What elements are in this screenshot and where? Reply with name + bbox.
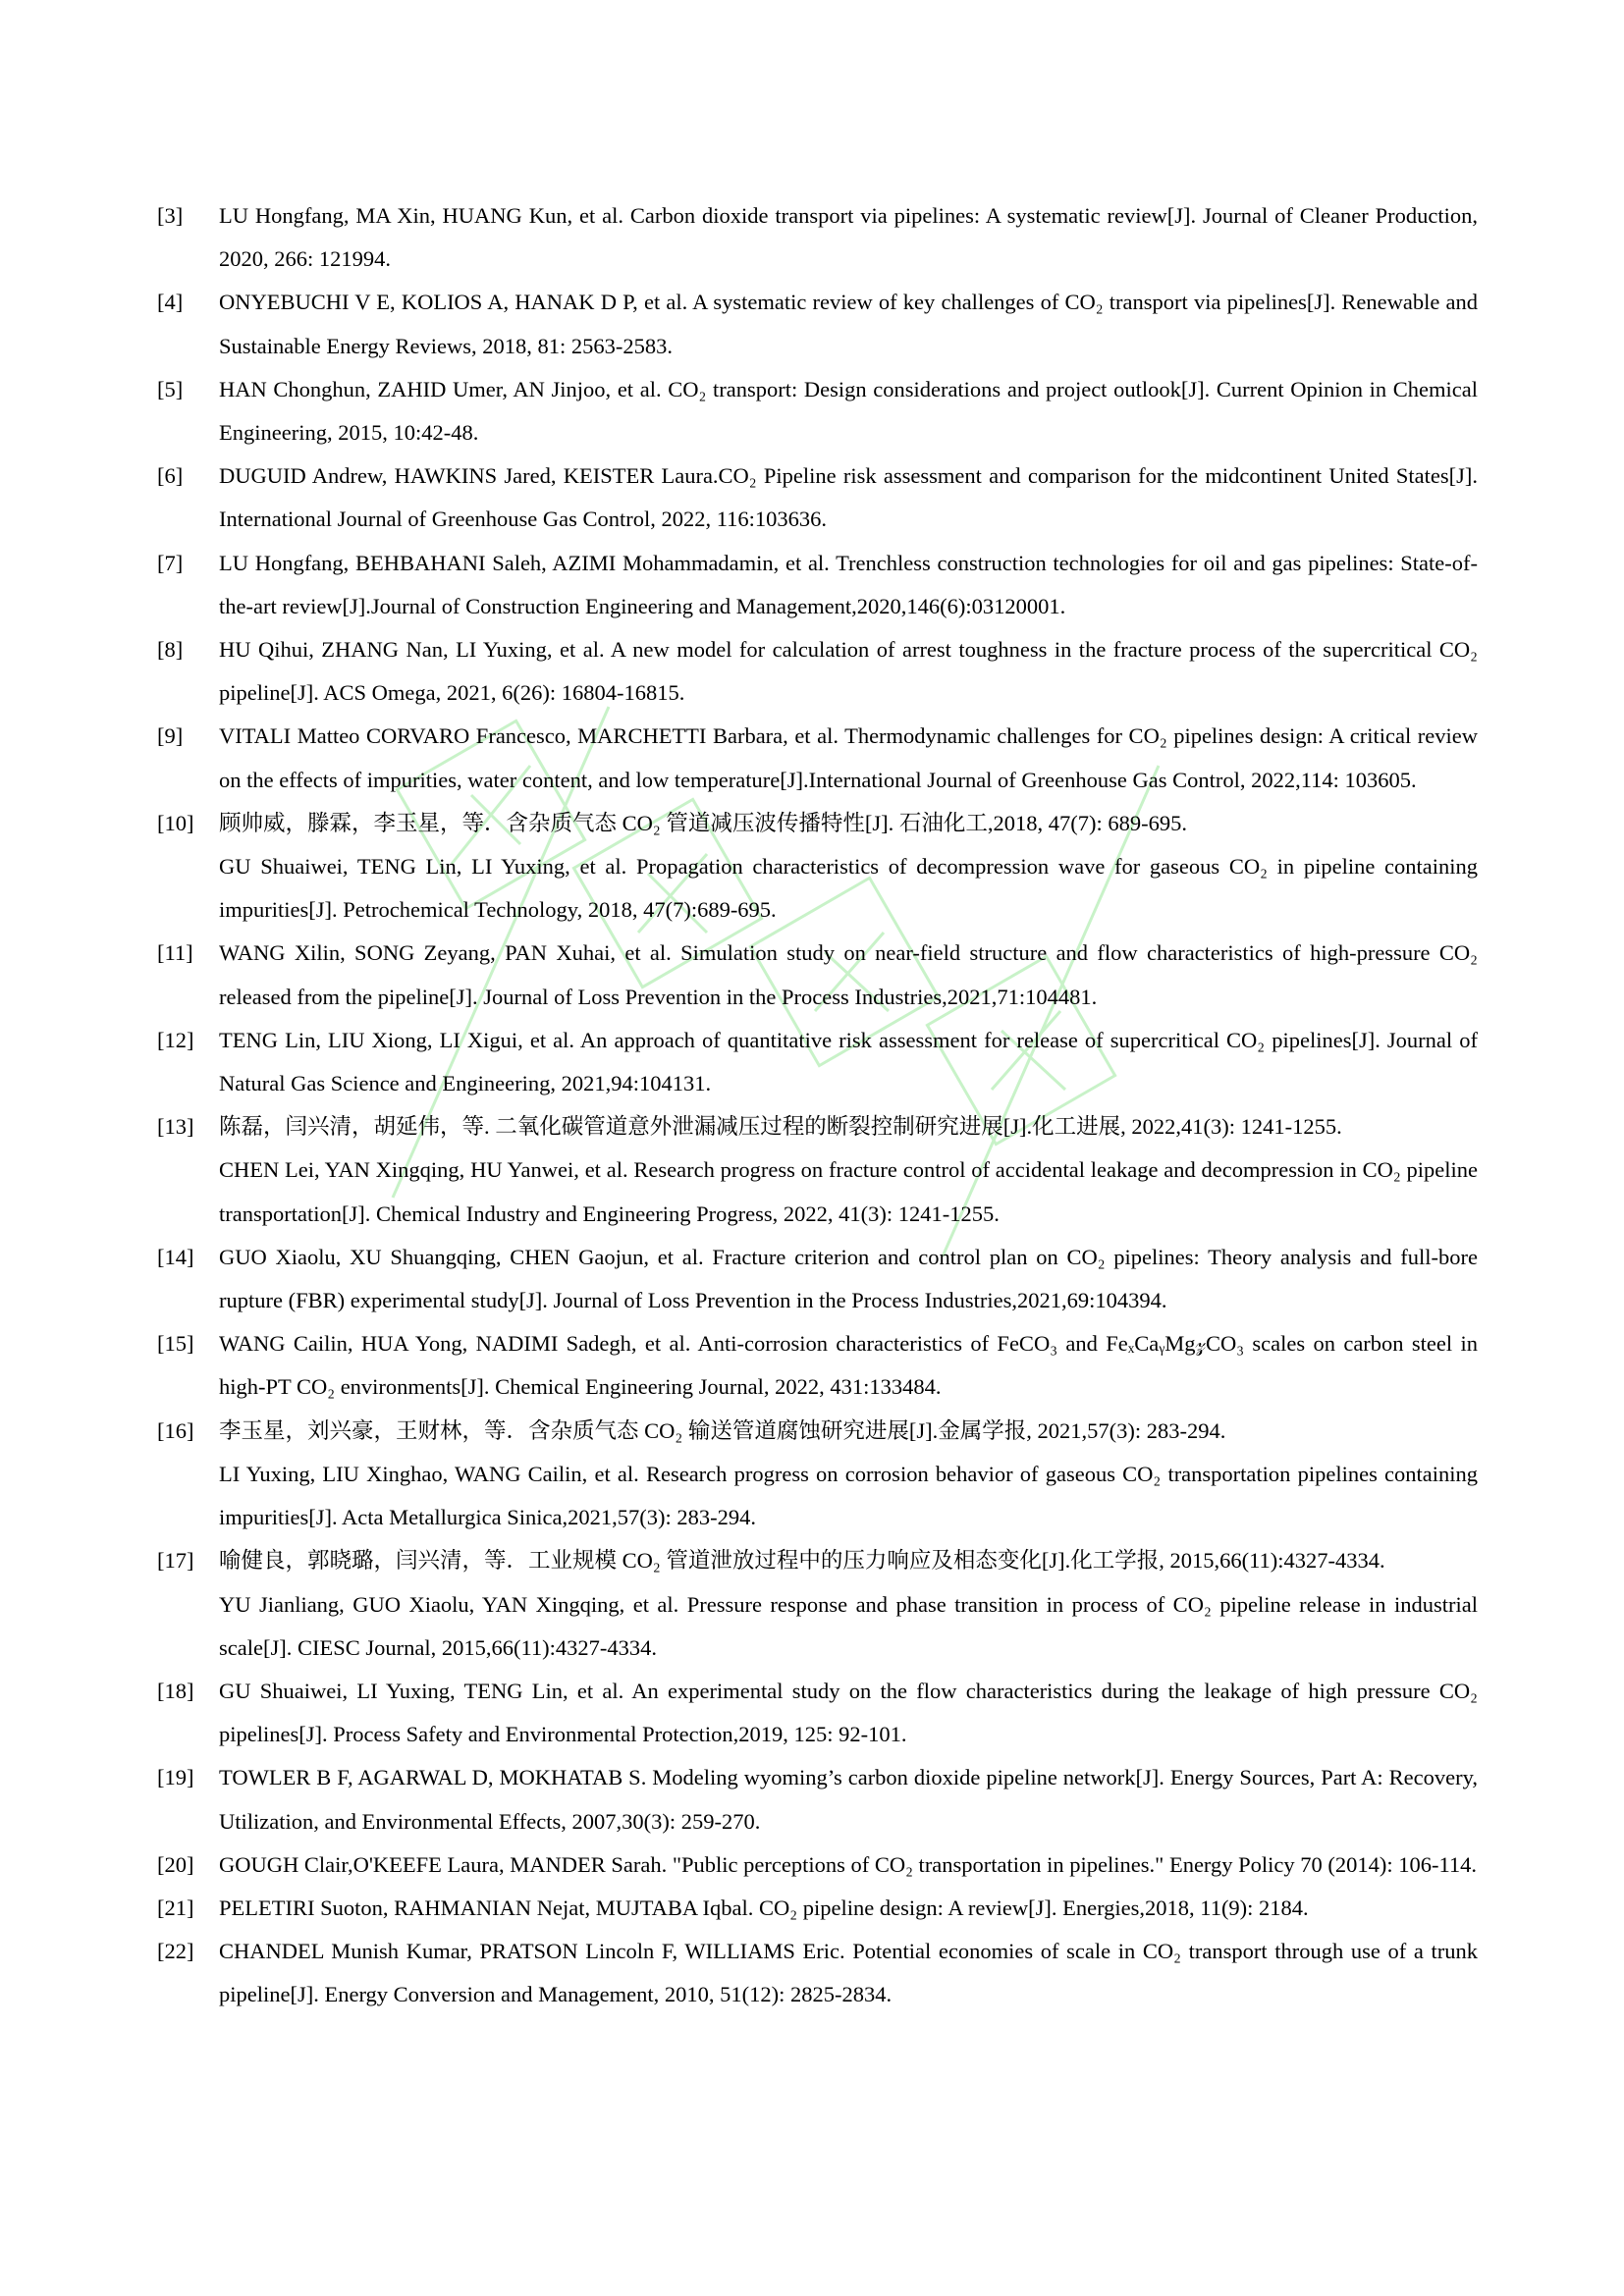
reference-text: LU Hongfang, BEHBAHANI Saleh, AZIMI Mohammadamin, et al. Trenchless construction technologies for oil and gas pipelines: State-of-the-art review[J].Journal of Construction Engineering and Management,2020,146(6):03120001. — [219, 550, 1478, 618]
reference-text: GU Shuaiwei, TENG Lin, LI Yuxing, et al. Propagation characteristics of decompression wave for gaseous CO₂ in pipeline containing impurities[J]. Petrochemical Technology, 2018, 47(7):689-695. — [219, 854, 1478, 923]
reference-number: [6] — [157, 463, 184, 489]
reference-text: 喻健良，郭晓璐，闫兴清，等．工业规模 CO₂ 管道泄放过程中的压力响应及相态变化[J].化工学报, 2015,66(11):4327-4334. — [219, 1548, 1385, 1574]
reference-text: GUO Xiaolu, XU Shuangqing, CHEN Gaojun, et al. Fracture criterion and control plan on CO₂ pipelines: Theory analysis and full-bore rupture (FBR) experimental study[J]. Journal of Loss Prevention in the Process Industries,2021,69:104394. — [219, 1244, 1478, 1313]
reference-number: [3] — [157, 203, 184, 228]
reference-text: CHANDEL Munish Kumar, PRATSON Lincoln F, WILLIAMS Eric. Potential economies of scale in CO₂ transport through use of a trunk pipeline[J]. Energy Conversion and Management, 2010, 51(12): 2825-2834. — [219, 1939, 1478, 2007]
reference-item — [157, 542, 1478, 628]
reference-text: WANG Xilin, SONG Zeyang, PAN Xuhai, et al. Simulation study on near-field structure and flow characteristics of high-pressure CO₂ released from the pipeline[J]. Journal of Loss Prevention in the Process Industries,2021,71:104481. — [219, 940, 1478, 1009]
reference-number: [5] — [157, 376, 184, 401]
reference-number: [20] — [157, 1851, 194, 1877]
reference-text: HU Qihui, ZHANG Nan, LI Yuxing, et al. A new model for calculation of arrest toughness in the fracture process of the supercritical CO₂ pipeline[J]. ACS Omega, 2021, 6(26): 16804-16815. — [219, 637, 1478, 706]
reference-item — [157, 1410, 1478, 1540]
reference-item — [157, 281, 1478, 367]
reference-number: [21] — [157, 1895, 194, 1920]
reference-text: LU Hongfang, MA Xin, HUANG Kun, et al. Carbon dioxide transport via pipelines: A systematic review[J]. Journal of Cleaner Production, 2020, 266: 121994. — [219, 203, 1478, 272]
reference-number: [13] — [157, 1114, 194, 1140]
reference-list — [157, 194, 1478, 2017]
reference-number: [16] — [157, 1417, 194, 1443]
reference-number: [10] — [157, 810, 194, 835]
reference-text: YU Jianliang, GUO Xiaolu, YAN Xingqing, et al. Pressure response and phase transition in process of CO₂ pipeline release in industrial scale[J]. CIESC Journal, 2015,66(11):4327-4334. — [219, 1591, 1478, 1660]
reference-item — [157, 932, 1478, 1018]
reference-number: [11] — [157, 940, 193, 966]
reference-text: ONYEBUCHI V E, KOLIOS A, HANAK D P, et al. A systematic review of key challenges of CO₂ transport via pipelines[J]. Renewable and Sustainable Energy Reviews, 2018, 81: 2563-2583. — [219, 290, 1478, 358]
reference-item — [157, 1539, 1478, 1670]
reference-item — [157, 628, 1478, 715]
reference-text: GU Shuaiwei, LI Yuxing, TENG Lin, et al. An experimental study on the flow characteristics during the leakage of high pressure CO₂ pipelines[J]. Process Safety and Environmental Protection,2019, 125: 92-101. — [219, 1678, 1478, 1747]
reference-number: [7] — [157, 550, 184, 575]
reference-number: [4] — [157, 290, 184, 315]
reference-text: WANG Cailin, HUA Yong, NADIMI Sadegh, et al. Anti-corrosion characteristics of FeCO₃ and FeₓCaᵧMg𝓏CO₃ scales on carbon steel in high-PT CO₂ environments[J]. Chemical Engineering Journal, 2022, 431:133484. — [219, 1331, 1478, 1400]
reference-number: [8] — [157, 637, 184, 663]
reference-item — [157, 1756, 1478, 1842]
reference-number: [18] — [157, 1678, 194, 1703]
reference-item — [157, 802, 1478, 933]
reference-item — [157, 368, 1478, 454]
reference-item — [157, 1322, 1478, 1409]
reference-text: HAN Chonghun, ZAHID Umer, AN Jinjoo, et al. CO₂ transport: Design considerations and project outlook[J]. Current Opinion in Chemical Engineering, 2015, 10:42-48. — [219, 376, 1478, 446]
reference-item — [157, 1105, 1478, 1236]
reference-text: LI Yuxing, LIU Xinghao, WANG Cailin, et al. Research progress on corrosion behavior of gaseous CO₂ transportation pipelines containing impurities[J]. Acta Metallurgica Sinica,2021,57(3): 283-294. — [219, 1461, 1478, 1530]
reference-text: TENG Lin, LIU Xiong, LI Xigui, et al. An approach of quantitative risk assessment for release of supercritical CO₂ pipelines[J]. Journal of Natural Gas Science and Engineering, 2021,94:104131. — [219, 1027, 1478, 1096]
reference-item — [157, 1930, 1478, 2016]
reference-number: [22] — [157, 1939, 194, 1964]
reference-text: GOUGH Clair,O'KEEFE Laura, MANDER Sarah. "Public perceptions of CO₂ transportation in pipelines." Energy Policy 70 (2014): 106-114. — [219, 1851, 1478, 1877]
reference-number: [9] — [157, 723, 184, 749]
reference-text: DUGUID Andrew, HAWKINS Jared, KEISTER Laura.CO₂ Pipeline risk assessment and comparison for the midcontinent United States[J]. International Journal of Greenhouse Gas Control, 2022, 116:103636. — [219, 463, 1478, 532]
reference-text: 陈磊，闫兴清，胡延伟，等. 二氧化碳管道意外泄漏减压过程的断裂控制研究进展[J].化工进展, 2022,41(3): 1241-1255. — [219, 1114, 1342, 1140]
reference-item — [157, 1887, 1478, 1930]
reference-item — [157, 454, 1478, 541]
reference-text: 李玉星，刘兴豪，王财林，等．含杂质气态 CO₂ 输送管道腐蚀研究进展[J].金属学报, 2021,57(3): 283-294. — [219, 1417, 1226, 1443]
reference-number: [12] — [157, 1027, 194, 1052]
reference-text: 顾帅威，滕霖，李玉星，等．含杂质气态 CO₂ 管道减压波传播特性[J]. 石油化工,2018, 47(7): 689-695. — [219, 810, 1187, 835]
reference-number: [15] — [157, 1331, 194, 1357]
reference-number: [19] — [157, 1765, 194, 1790]
reference-number: [14] — [157, 1244, 194, 1269]
reference-item — [157, 1670, 1478, 1756]
reference-number: [17] — [157, 1548, 194, 1574]
reference-item — [157, 1019, 1478, 1105]
reference-item — [157, 1843, 1478, 1887]
reference-item — [157, 1236, 1478, 1322]
reference-text: CHEN Lei, YAN Xingqing, HU Yanwei, et al. Research progress on fracture control of accidental leakage and decompression in CO₂ pipeline transportation[J]. Chemical Industry and Engineering Progress, 2022, 41(3): 1241-1255. — [219, 1157, 1478, 1226]
reference-text: PELETIRI Suoton, RAHMANIAN Nejat, MUJTABA Iqbal. CO₂ pipeline design: A review[J]. Energies,2018, 11(9): 2184. — [219, 1895, 1309, 1920]
reference-item — [157, 194, 1478, 281]
reference-item — [157, 715, 1478, 801]
reference-text: VITALI Matteo CORVARO Francesco, MARCHETTI Barbara, et al. Thermodynamic challenges for CO₂ pipelines design: A critical review on the effects of impurities, water content, and low temperature[J].International Journal of Greenhouse Gas Control, 2022,114: 103605. — [219, 723, 1478, 792]
reference-text: TOWLER B F, AGARWAL D, MOKHATAB S. Modeling wyoming’s carbon dioxide pipeline network[J]. Energy Sources, Part A: Recovery, Utilization, and Environmental Effects, 2007,30(3): 259-270. — [219, 1765, 1478, 1834]
